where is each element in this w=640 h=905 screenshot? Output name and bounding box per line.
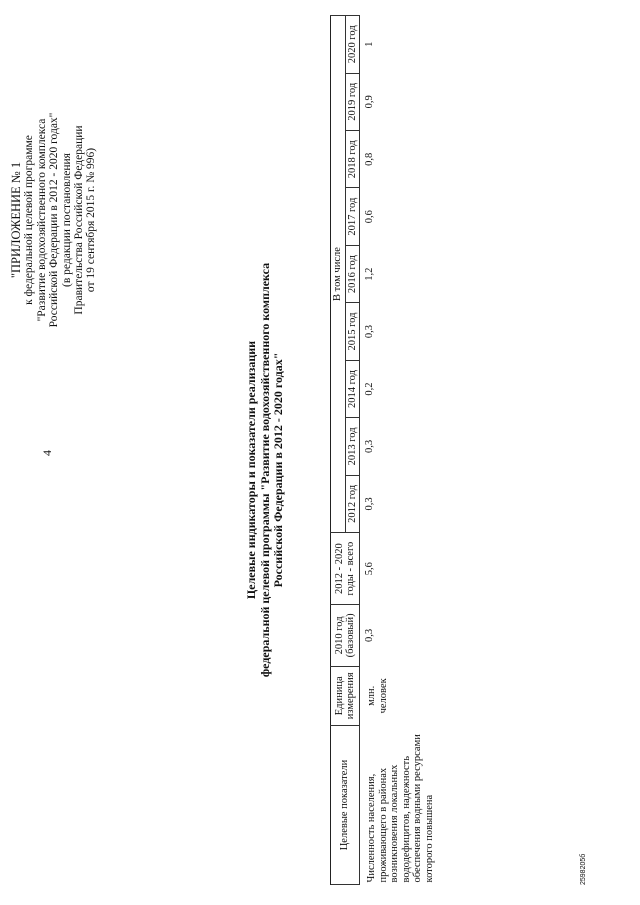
appendix-line: от 19 сентября 2015 г. № 996) <box>85 147 98 293</box>
header-year: 2018 год <box>345 131 360 188</box>
header-year: 2019 год <box>345 73 360 130</box>
appendix-heading: "ПРИЛОЖЕНИЕ № 1 <box>9 161 23 279</box>
title-line: федеральной целевой программы "Развитие водохозяйственного комплекса <box>257 262 272 678</box>
document-title <box>245 145 286 795</box>
registry-number: 2598205б <box>580 853 587 885</box>
year-value: 0,2 <box>364 382 375 396</box>
appendix-line: (в редакции постановления <box>60 153 73 287</box>
header-year: 2013 год <box>345 418 360 475</box>
appendix-header <box>10 10 98 430</box>
total-value: 5,6 <box>364 562 375 576</box>
year-value: 0,3 <box>364 497 375 511</box>
header-year: 2012 год <box>345 475 360 532</box>
appendix-line: "Развитие водохозяйственного комплекса <box>35 118 48 322</box>
year-value: 1 <box>364 41 375 47</box>
header-year: 2017 год <box>345 188 360 245</box>
indicators-table <box>330 15 439 885</box>
header-total: 2012 - 2020 годы - всего <box>331 533 360 605</box>
year-value: 0,6 <box>364 210 375 224</box>
table-row <box>360 16 440 885</box>
header-year: 2014 год <box>345 360 360 417</box>
year-value: 0,3 <box>364 325 375 339</box>
appendix-line: к федеральной целевой программе <box>23 135 36 305</box>
appendix-line: Правительства Российской Федерации <box>73 125 86 315</box>
year-value: 0,3 <box>364 439 375 453</box>
header-year: 2020 год <box>345 16 360 74</box>
year-value: 0,9 <box>364 95 375 109</box>
year-value: 1,2 <box>364 267 375 281</box>
indicator-name: Численность населения, проживающего в районах возникновения локальных вододефицитов, надежность обеспечения водными ресурсами которого повышена <box>366 734 435 883</box>
appendix-line: Российской Федерации в 2012 - 2020 годах" <box>48 112 61 328</box>
header-year: 2016 год <box>345 245 360 302</box>
header-base-year: 2010 год (базовый) <box>331 605 360 666</box>
title-line: Целевые индикаторы и показатели реализации <box>244 340 258 600</box>
year-value: 0,8 <box>364 152 375 166</box>
header-group: В том числе <box>331 16 346 533</box>
indicator-unit: млн. человек <box>366 678 389 714</box>
header-indicators: Целевые показатели <box>331 726 360 885</box>
header-year: 2015 год <box>345 303 360 360</box>
header-unit: Единица измерения <box>331 666 360 725</box>
base-value: 0,3 <box>364 628 375 642</box>
page-number: 4 <box>40 450 54 456</box>
title-line: Российской Федерации в 2012 - 2020 годах" <box>271 352 285 588</box>
